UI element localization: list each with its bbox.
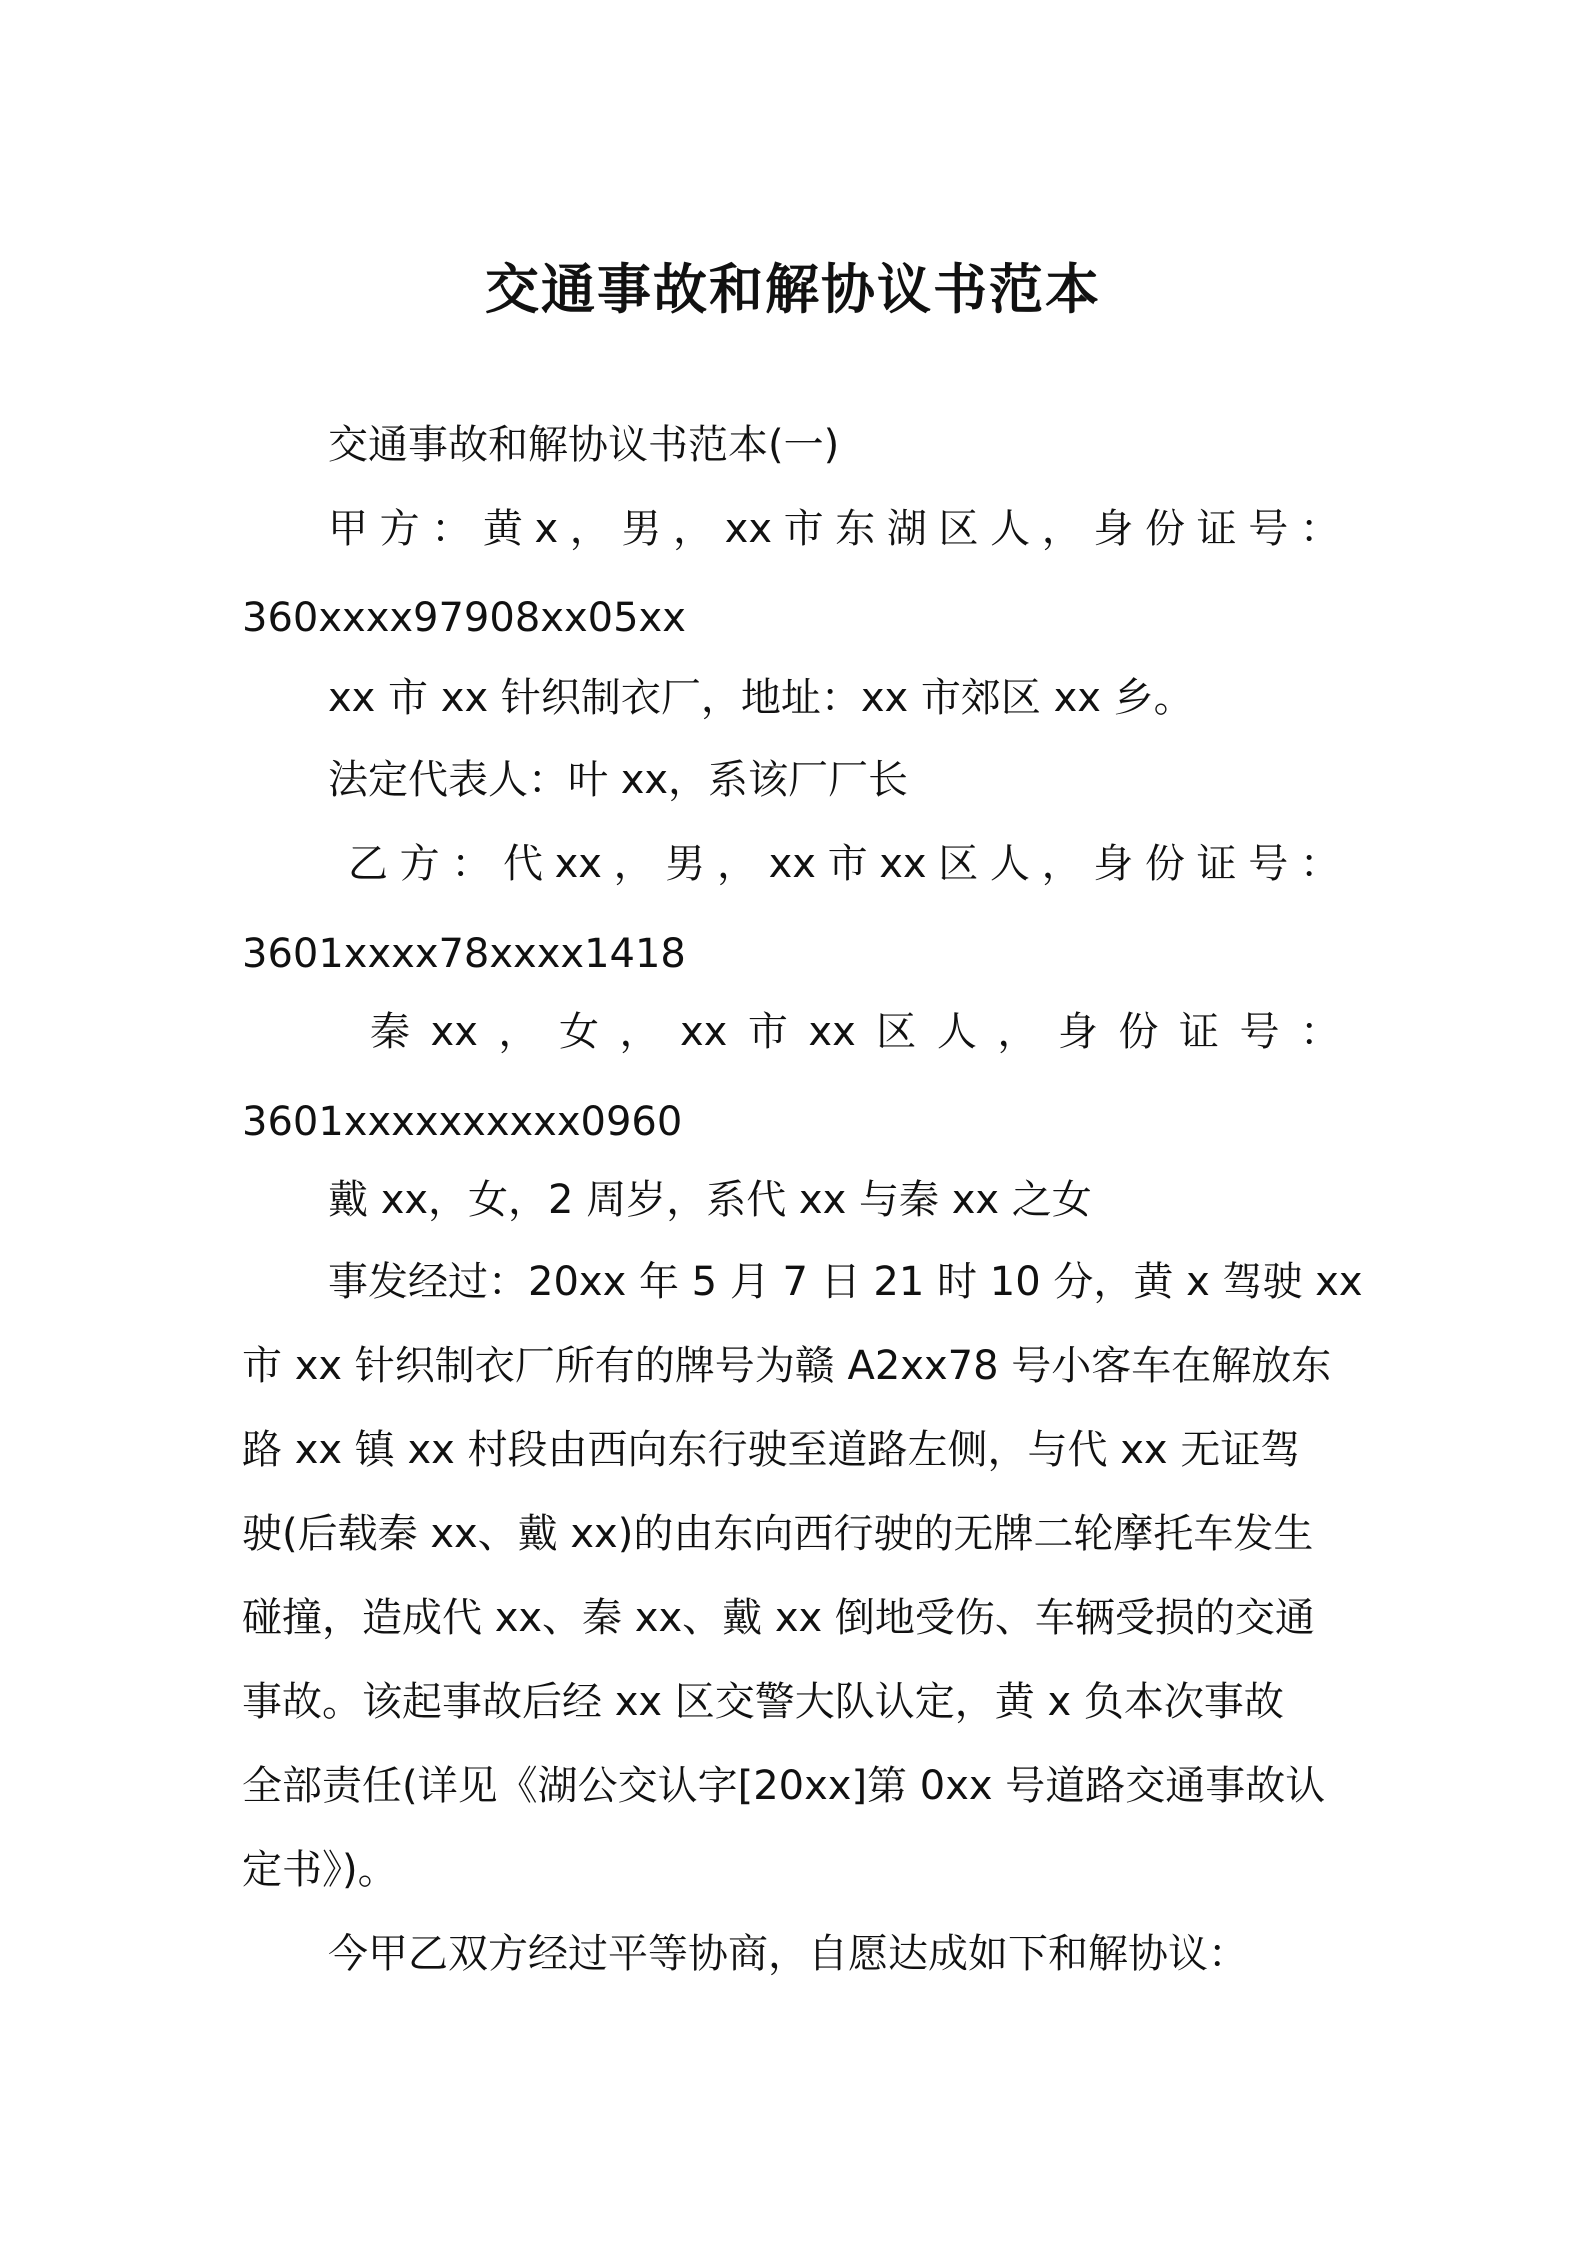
incident-line: 市 xx 针织制衣厂所有的牌号为赣 A2xx78 号小客车在解放东 [242, 1343, 1332, 1389]
document-title: 交通事故和解协议书范本 [485, 258, 1101, 321]
incident-line: 全部责任(详见《湖公交认字[20xx]第 0xx 号道路交通事故认 [242, 1763, 1326, 1809]
party-b-id-number-1: 3601xxxx78xxxx1418 [242, 931, 686, 977]
party-a-representative: 法定代表人：叶 xx，系该厂厂长 [328, 757, 909, 803]
party-a-id-number: 360xxxx97908xx05xx [242, 595, 686, 641]
incident-line: 路 xx 镇 xx 村段由西向东行驶至道路左侧，与代 xx 无证驾 [242, 1427, 1301, 1473]
incident-line: 定书》)。 [242, 1847, 398, 1893]
party-b-second-person-line: 秦 xx ， 女 ， xx 市 xx 区 人 ， 身 份 证 号 ： [370, 1009, 1340, 1055]
party-b-child: 戴 xx，女，2 周岁，系代 xx 与秦 xx 之女 [328, 1177, 1092, 1223]
agreement-intro: 今甲乙双方经过平等协商，自愿达成如下和解协议： [328, 1931, 1248, 1977]
party-a-factory: xx 市 xx 针织制衣厂，地址：xx 市郊区 xx 乡。 [328, 675, 1194, 721]
incident-line: 碰撞，造成代 xx、秦 xx、戴 xx 倒地受伤、车辆受损的交通 [242, 1595, 1315, 1641]
incident-line: 事发经过：20xx 年 5 月 7 日 21 时 10 分，黄 x 驾驶 xx [328, 1259, 1363, 1305]
incident-line: 事故。该起事故后经 xx 区交警大队认定，黄 x 负本次事故 [242, 1679, 1284, 1725]
party-a-line: 甲 方 ： 黄 x ， 男 ， xx 市 东 湖 区 人 ， 身 份 证 号 ： [328, 506, 1340, 552]
party-b-id-number-2: 3601xxxxxxxxxx0960 [242, 1099, 683, 1145]
party-b-line: 乙 方 ： 代 xx ， 男 ， xx 市 xx 区 人 ， 身 份 证 号 ： [348, 841, 1340, 887]
document-subtitle: 交通事故和解协议书范本(一) [328, 422, 840, 468]
incident-line: 驶(后载秦 xx、戴 xx)的由东向西行驶的无牌二轮摩托车发生 [242, 1511, 1314, 1557]
